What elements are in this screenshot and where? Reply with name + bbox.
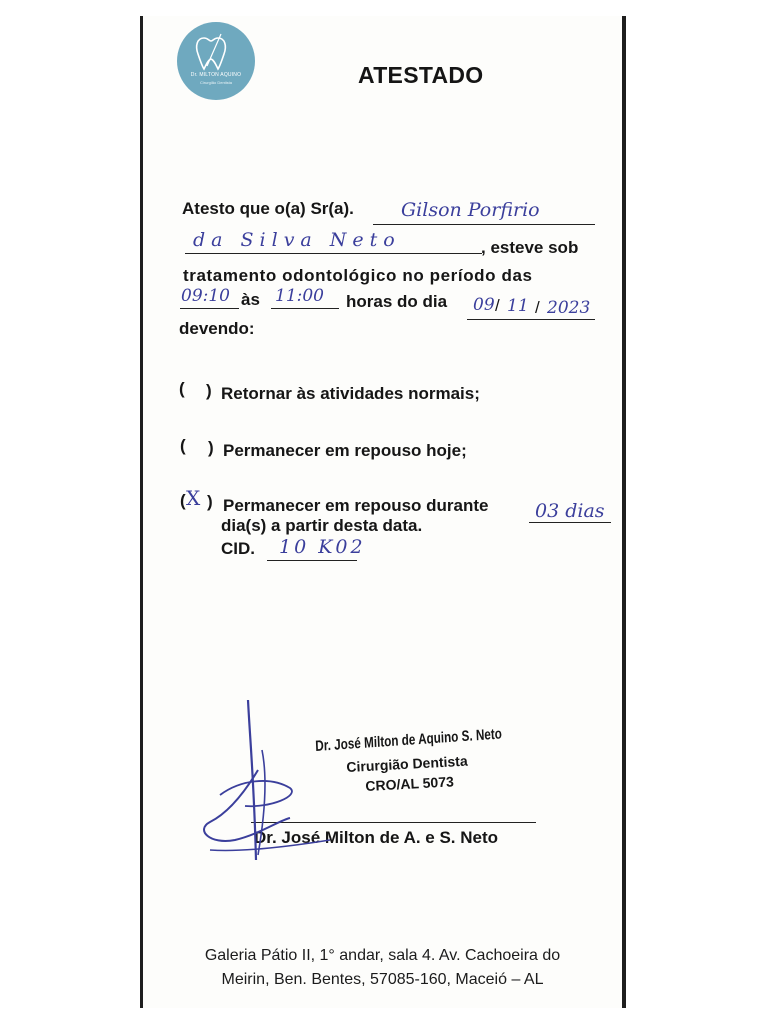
signature-caption: Dr. José Milton de A. e S. Neto [254, 828, 499, 847]
days-underline [529, 522, 611, 523]
footer-address-1: Galeria Pátio II, 1° andar, sala 4. Av. Cachoeira do [204, 947, 561, 964]
time-start: 09:10 [181, 286, 230, 306]
stamp-role: Cirurgião Dentista [346, 752, 469, 775]
time-end: 11:00 [275, 286, 324, 306]
option-3-close-paren: ) [207, 492, 213, 511]
date-sep-2: / [535, 298, 540, 317]
stamp-registry: CRO/AL 5073 [365, 773, 455, 794]
date-month: 11 [507, 296, 529, 316]
footer-address-2: Meirin, Ben. Bentes, 57085-160, Maceió – AL [221, 971, 544, 988]
option-2-label: Permanecer em repouso hoje; [223, 441, 467, 460]
esteve-sob-text: , esteve sob [481, 238, 579, 257]
option-3-label: Permanecer em repouso durante [223, 496, 489, 515]
option-2-open-paren: ( [180, 436, 186, 455]
date-year: 2023 [547, 298, 591, 318]
patient-name-1: Gilson Porfirio [401, 199, 540, 221]
horas-label: horas do dia [346, 292, 448, 311]
document-title: ATESTADO [358, 62, 484, 88]
option-1-close-paren: ) [206, 381, 212, 400]
name-underline-1 [373, 224, 595, 225]
option-1-label: Retornar às atividades normais; [221, 384, 480, 403]
cid-label: CID. [221, 539, 255, 558]
option-3-open-paren: ( [180, 491, 186, 510]
cid-value: 10 K02 [279, 536, 366, 558]
tratamento-text: tratamento odontológico no período das [183, 266, 533, 285]
handwritten-signature [150, 680, 350, 880]
patient-name-2: da Silva Neto [193, 229, 401, 251]
stamp-name: Dr. José Milton de Aquino S. Neto [315, 725, 503, 755]
time-end-underline [271, 308, 339, 309]
atesto-label: Atesto que o(a) Sr(a). [182, 199, 354, 218]
date-underline [467, 319, 595, 320]
option-3-check-mark: X [186, 486, 201, 510]
date-sep-1: / [495, 296, 500, 315]
cid-underline [267, 560, 357, 561]
option-3-days-value: 03 dias [535, 500, 605, 522]
option-1-open-paren: ( [179, 379, 185, 398]
option-3-line2: dia(s) a partir desta data. [221, 516, 423, 535]
name-underline-2 [185, 253, 482, 254]
option-2-close-paren: ) [208, 438, 214, 457]
logo-subtitle: Cirurgião Dentista [199, 80, 232, 85]
clinic-logo [177, 22, 255, 100]
devendo-text: devendo: [179, 319, 255, 338]
date-day: 09 [473, 295, 495, 315]
tooth-icon [177, 22, 255, 100]
as-label: às [241, 290, 260, 309]
time-start-underline [180, 308, 239, 309]
logo-name: Dr. MILTON AQUINO [190, 72, 242, 78]
